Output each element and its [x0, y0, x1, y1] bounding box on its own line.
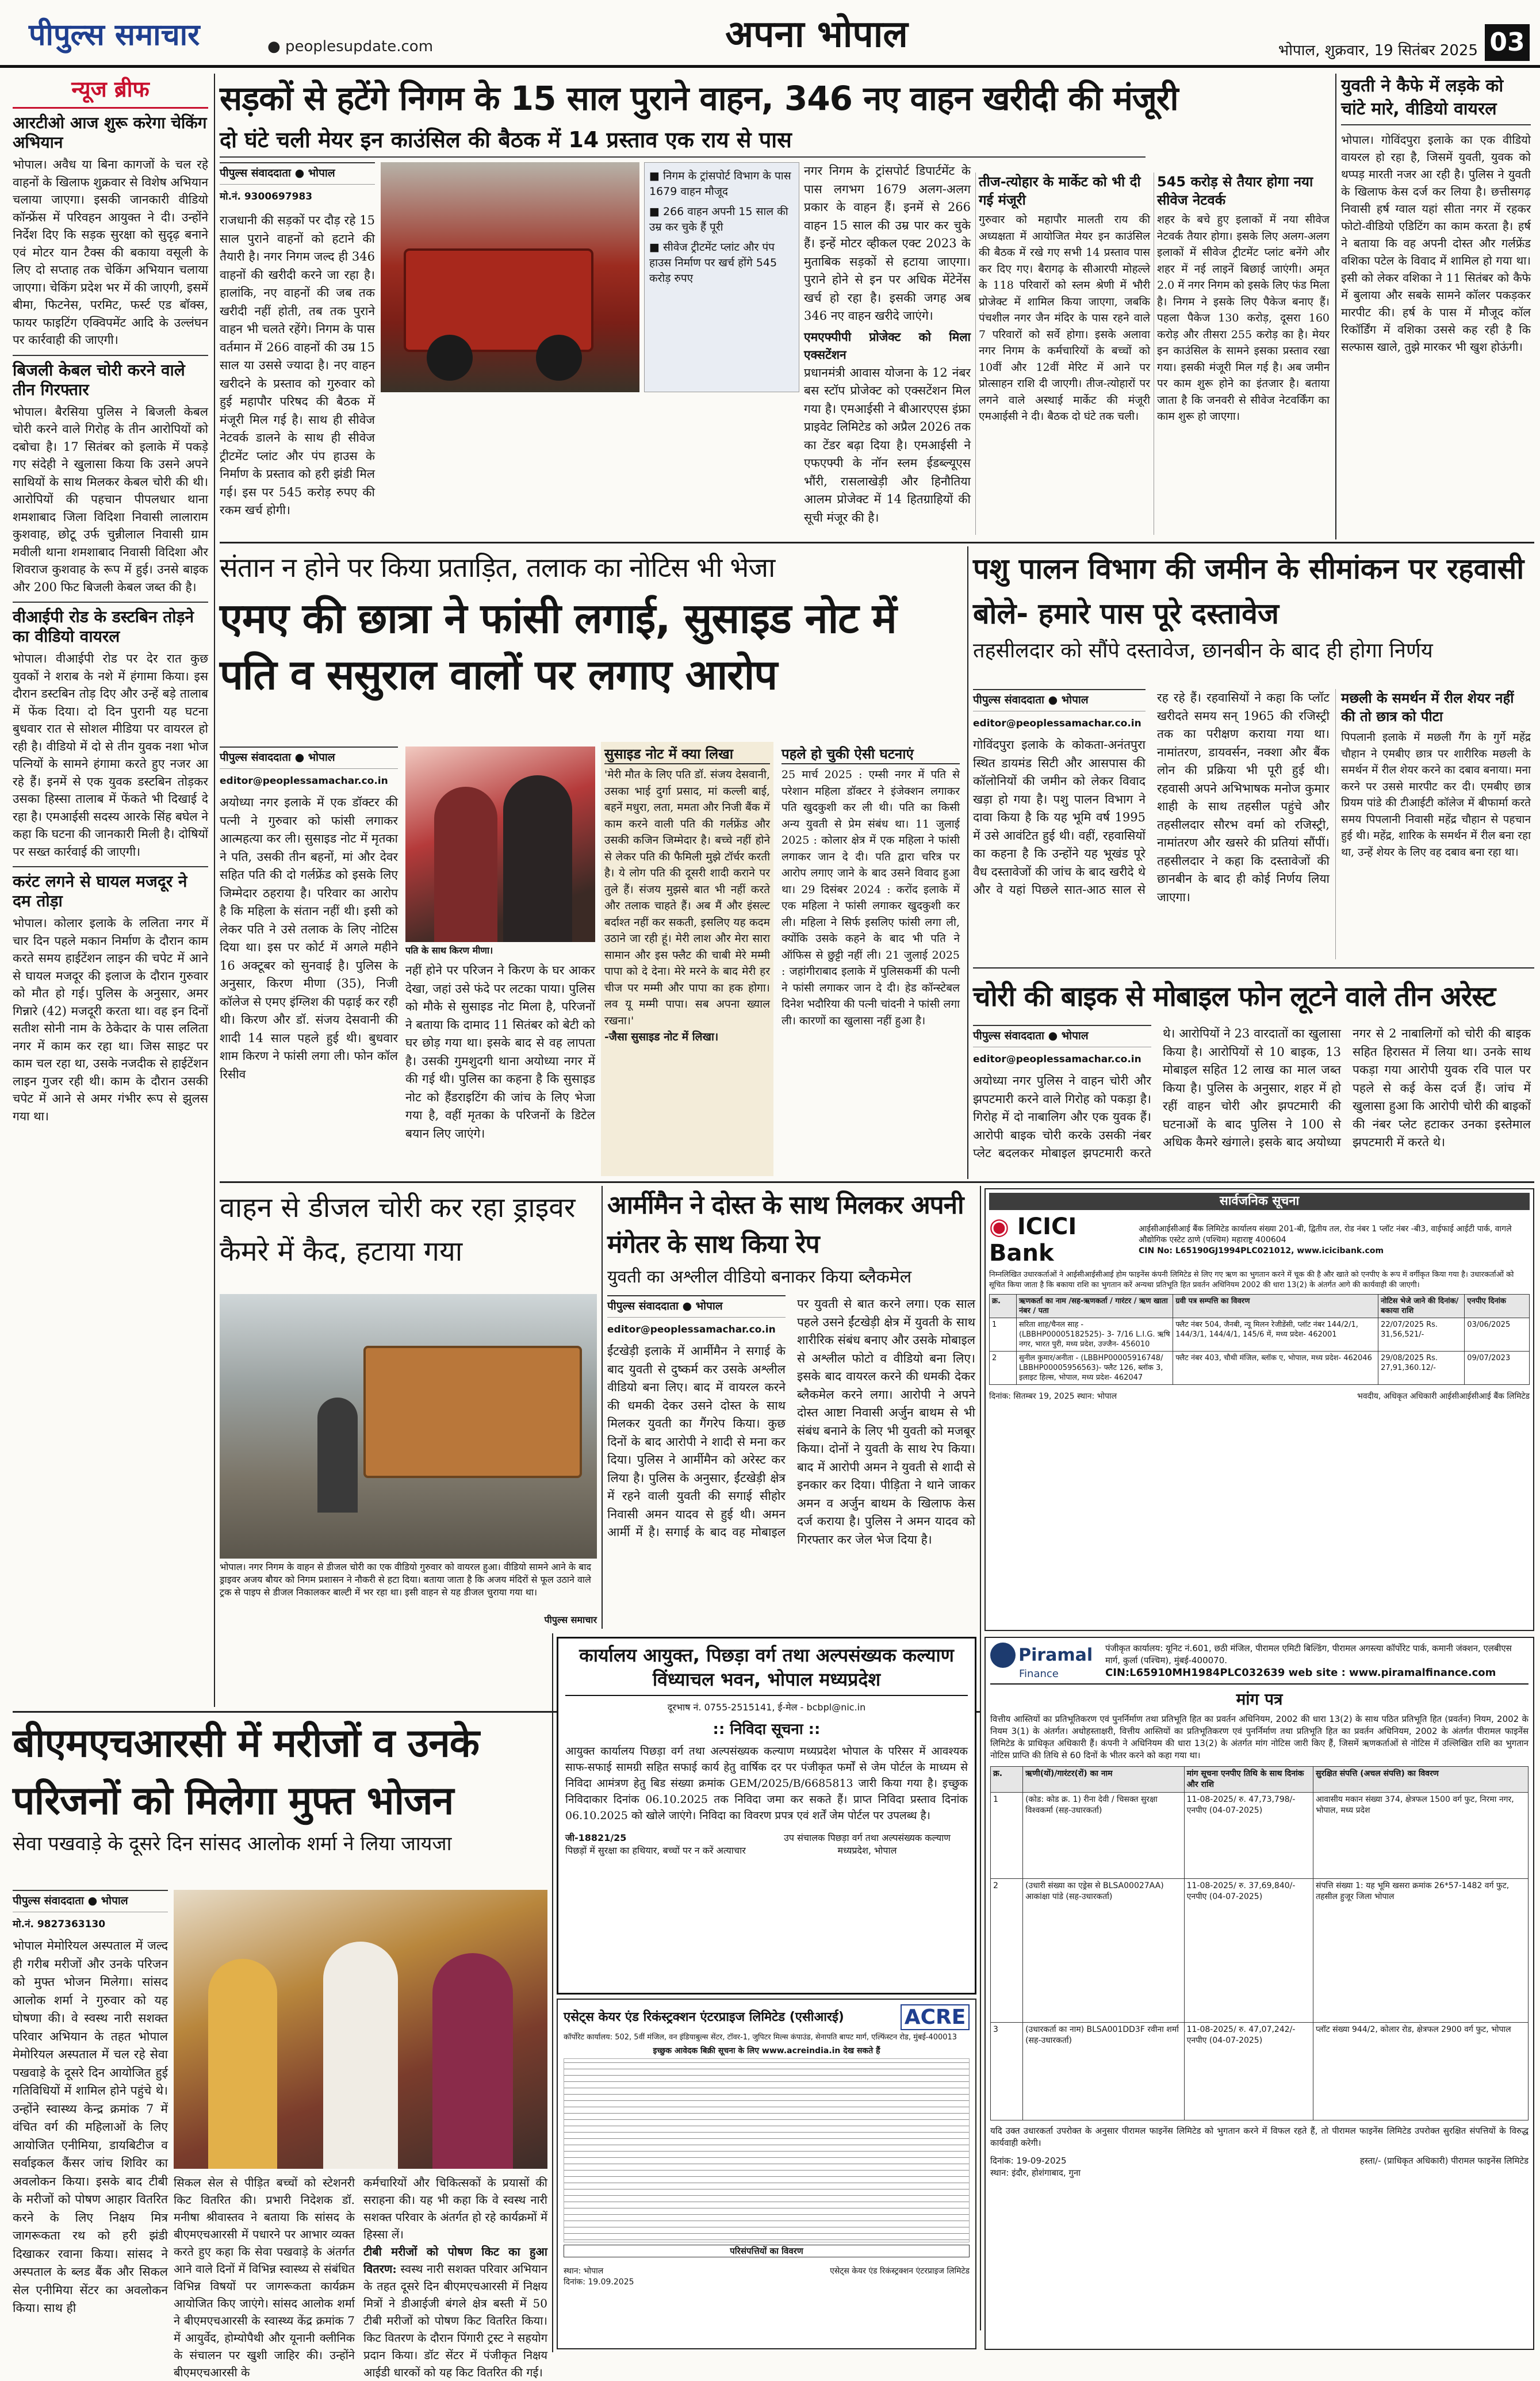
table-cell: 11-08-2025/ रु. 37,69,840/- एनपीए (04-07-2025) [1184, 1879, 1313, 2023]
reporter-email: editor@peoplessamachar.co.in [607, 1323, 776, 1335]
column-header: क्र. [990, 1295, 1017, 1318]
table-cell: आवासीय मकान संख्या 374, क्षेत्रफल 1500 वर्ग फुट, निरमा नगर, भोपाल, मध्य प्रदेश [1313, 1793, 1528, 1879]
table-cell: (उधारकर्ता का नाम) BLSA001DD3F रवीना शर्मा (सह-उधारकर्ता) [1023, 2023, 1185, 2120]
table-cell: 09/07/2023 [1465, 1352, 1530, 1385]
ad-title: कार्यालय आयुक्त, पिछड़ा वर्ग तथा अल्पसंख्यक कल्याण [579, 1644, 954, 1666]
table-cell: सुनील कुमार/अनीता - (LBBHP00005916748/ LBBHP00005956563)- फ्लैट 126, ब्लॉक 3, इलाइट हिल्स, भोपाल, मध्य प्रदेश- 462047 [1016, 1352, 1173, 1385]
table-cell: 1 [990, 1318, 1017, 1352]
table-cell: 11-08-2025/ रु. 47,07,242/- एनपीए (04-07-2025) [1184, 2023, 1313, 2120]
story-body: कर्मचारियों और चिकित्सकों के प्रयासों की सराहना की। यह भी कहा कि वे स्वस्थ नारी सशक्त परिवार के अंतर्गत हो रहे कार्यक्रमों में हिस्सा लें। टीबी मरीजों को पोषण किट का हुआ वितरण: स्वस्थ नारी सशक्त परिवार अभियान के तहत दूसरे दिन बीएमएचआरसी में निक्षय मित्रों ने डीआईजी बंगले क्षेत्र बस्ती में 50 टीबी मरीजों को पोषण किट वितरित किया। किट वितरण के दौरान पिंगारी ट्रस्ट ने सहयोग प्रदान किया। डॉट सेंटर में पंजीकृत निक्षय आईडी धारकों को यह किट वितरित की गई। [363, 2174, 547, 2348]
ad-address: कॉर्पोरेट कार्यालय: 502, 5वीं मंजिल, वन इंडियाबुल्स सेंटर, टॉवर-1, जुपिटर मिल्स कंपाउंड, सेनापति बापट मार्ग, एल्फिंस्टन रोड, मुंबई-400013 [564, 2033, 957, 2042]
table-row [990, 1318, 1530, 1352]
story-deck: युवती का अश्लील वीडियो बनाकर किया ब्लैकमेल [607, 1267, 912, 1287]
story-fish-gang [1341, 689, 1531, 965]
table-cell: 22/07/2025 Rs. 31,56,521/- [1378, 1318, 1465, 1352]
bmhrc-event-photo [174, 1890, 547, 2169]
story-subhead: टीबी मरीजों को पोषण किट का हुआ वितरण: स्वस्थ नारी सशक्त परिवार अभियान के तहत दूसरे दिन बीएमएचआरसी में निक्षय मित्रों ने डीआईजी बंगले क्षेत्र बस्ती में 50 टीबी मरीजों को पोषण किट वितरित किया। किट वितरण के दौरान पिंगारी ट्रस्ट ने सहयोग प्रदान किया। डॉट सेंटर में पंजीकृत निक्षय आईडी धारकों को यह किट वितरित की गई। [363, 2245, 547, 2379]
brief-text: भोपाल। वीआईपी रोड पर देर रात कुछ युवकों ने शराब के नशे में हंगामा किया। इस दौरान डस्टबिन तोड़ दिए और उन्हें बड़े तालाब में फेंक दिया। दो दिन पुरानी यह घटना बुधवार रात से सोशल मीडिया पर वायरल हो रही है। वीडियो में दो से तीन युवक नशा भोज पत्नियों के सामने हंगामा करते हुए नजर आ रहे हैं। इनमें से एक युवक डस्टबिन तोड़कर उसका हिस्सा तालाब में फेंकते भी दिखाई दे रहा है। एमआईसी सदस्य आरके सिंह बघेल ने कहा कि घटना की जानकारी मिली है। दोषियों पर सख्त कार्रवाई की जाएगी। [13, 652, 208, 859]
box-text: 25 मार्च 2025 : एम्सी नगर में पति से परेशान महिला डॉक्टर ने इंजेक्शन लगाकर पति खुदकुशी कर ली थी। पति का किसी अन्य युवती से प्रेम संबंध था। 11 जुलाई 2025 : कोलार क्षेत्र में एक महिला ने फांसी लगाकर जान दे दी। पति द्वारा चरित्र पर आरोप लगाए जाने के बाद उसने विवाद हुआ था। 29 दिसंबर 2024 : करोंद इलाके में एक महिला ने फांसी लगाकर खुदकुशी कर ली। महिला ने सिर्फ इसलिए फांसी लगा ली, क्योंकि उसके कहने के बाद भी पति ने ऑफिस से छुट्टी नहीं ली। 21 जुलाई 2025 : जहांगीराबाद इलाके में पुलिसकर्मी की पत्नी ने फांसी लगाकर जान दे दी। हेड कॉन्स्टेबल दिनेश भदौरिया की पत्नी चांदनी ने फांसी लगा ली। कारणों का खुलासा नहीं हुआ है। [782, 768, 960, 1027]
bank-icon: ◉ [989, 1214, 1009, 1240]
story-headline: वाहन से डीजल चोरी कर रहा ड्राइवर कैमरे में कैद, हटाया गया [220, 1192, 576, 1268]
column-header: मांग सूचना एनपीए तिथि के साथ दिनांक और राशि [1184, 1767, 1313, 1793]
ad-ref-block: जी-18821/25 पिछड़ों में सुरक्षा का हथियार, बच्चों पर न करें अत्याचार [565, 1832, 746, 1856]
table-cell: सरिता शाह/चैनल साह - (LBBHP00005182525)- 3- 7/16 L.I.G. ऋषि नगर, भारत पुरी, मध्य प्रदेश, उज्जैन- 456010 [1016, 1318, 1173, 1352]
ad-address: पंजीकृत कार्यालय: यूनिट नं.601, छठी मंजिल, पीरामल एमिटी बिल्डिंग, पीरामल अगस्त्या कॉर्पोरेट पार्क, कमानी जंक्शन, एलबीएस मार्ग, कुर्ला (पश्चिम), मुंबई-400070. CIN:L65910MH1984PLC032639 web site : www.piramalfinance.com [1105, 1643, 1512, 1679]
column-header: ऋणी(यों)/गारंटर(रों) का नाम [1023, 1767, 1185, 1793]
column-divider [602, 1186, 603, 1629]
ad-date-place: दिनांक: 19-09-2025 स्थान: इंदौर, होशंगाबाद, गुना [990, 2156, 1081, 2178]
tender-notice-ad [557, 1637, 976, 1995]
person-silhouette [323, 1942, 398, 2169]
ad-signatory: हस्ता/- (प्राधिकृत अधिकारी) पीरामल फाइनेंस लिमिटेड [1359, 2156, 1528, 2166]
website-link[interactable]: ● peoplesupdate.com [267, 38, 434, 55]
story-deck: सेवा पखवाड़े के दूसरे दिन सांसद आलोक शर्मा ने लिया जायजा [13, 1832, 452, 1855]
ad-header: सार्वजनिक सूचना [989, 1193, 1530, 1210]
brand-tagline [29, 7, 282, 15]
brief-item [13, 113, 208, 349]
ad-date-place: दिनांक: सितम्बर 19, 2025 स्थान: भोपाल [989, 1392, 1117, 1401]
ad-footer [989, 1391, 1530, 1402]
story-cafe [1341, 75, 1531, 541]
ad-contact: दूरभाष नं. 0755-2515141, ई-मेल - bcbpl@nic.in [667, 1702, 866, 1713]
globe-icon: ● [267, 38, 285, 55]
story-body: राजधानी की सड़कों पर दौड़ रहे 15 साल पुराने वाहनों को हटाने की तैयारी है। नगर निगम जल्द ही 346 वाहनों की खरीदी करने जा रहा है। हालांकि, नए वाहनों की जब तक खरीदी नहीं होती, तब तक पुराने वाहन भी चलते रहेंगे। निगम के पास वर्तमान में 266 वाहनों की उम्र 15 साल या उससे ज्यादा है। नए वाहन खरीदने के प्रस्ताव को गुरुवार को हुई महापौर परिषद की बैठक में मंजूरी मिल गई है। साथ ही सीवेज नेटवर्क डालने के साथ ही सीवेज ट्रीटमेंट प्लांट और पंप हाउस के निर्माण के प्रस्ताव को हरी झंडी मिल गई। इस पर 545 करोड़ रुपए की रकम खर्च होगी। [220, 213, 375, 517]
news-brief-label: न्यूज ब्रीफ [13, 74, 208, 109]
location-icon: ● [1048, 1029, 1058, 1042]
column-header: ऋणकर्ता का नाम /सह-ऋणकर्ता / गारंटर / ऋण खाता नंबर / पता [1016, 1295, 1173, 1318]
ad-signatory: भवदीय, अधिकृत अधिकारी आईसीआईसीआई बैंक लिमिटेड [1357, 1392, 1530, 1401]
brief-divider [13, 602, 208, 603]
reporter-mobile: मो.नं. 9827363130 [13, 1918, 106, 1930]
box-signoff: -जैसा सुसाइड नोट में लिखा। [604, 1031, 719, 1043]
byline: पीपुल्स संवाददाता ● भोपाल [13, 1890, 168, 1912]
reporter-email: editor@peoplessamachar.co.in [973, 1053, 1141, 1065]
news-brief-column [13, 74, 208, 1707]
story-body: नगर निगम के ट्रांसपोर्ट डिपार्टमेंट के पास लगभग 1679 अलग-अलग प्रकार के वाहन हैं। इनमें से 266 वाहन 15 साल की उम्र पार कर चुके हैं। इन्हें मोटर व्हीकल एक्ट 2023 के मुताबिक सड़कों से हटाया जाएगा। पुराने होने से इन पर अधिक मेंटेनेंस खर्च हो रहा है। इसकी जगह अब 346 नए वाहन खरीदे जाएंगे। एमएफ्पीपी प्रोजेक्ट को मिला एक्सटेंशन प्रधानमंत्री आवास योजना के 12 नंबर बस स्टॉप प्रोजेक्ट को एक्सटेंशन मिल गया है। एमआईसी ने बीआरएएस इंफ्रा प्राइवेट लिमिटेड को अप्रैल 2026 तक का टेंडर बढ़ा दिया है। एमआईसी ने एफएफ्पी के नॉन स्लम ईडब्ल्यूएस भौंरी, रासलाखेड़ी और हिनौतिया आलम प्रोजेक्ट में 14 हितग्राहियों की सूची मंजूर की है। [804, 164, 971, 525]
brief-text: भोपाल। बैरसिया पुलिस ने बिजली केबल चोरी करने वाले गिरोह के तीन आरोपियों को दबोचा है। 17 सितंबर को इलाके में पकड़े गए संदेही ने खुलासा किया कि उसने अपने साथियों के साथ मिलकर केबल चोरी की थी। आरोपियों की पहचान पीपलधार थाना शमशाबाद जिला विदिशा निवासी लालाराम कुशवाह, छोटू उर्फ चुन्नीलाल निवासी ग्राम मवीली थाना शमशाबाद निवासी विदिशा और शिवराज कुशवाह के रूप में हुई। उनसे बाइक और 200 फिट बिजली केबल जब्त की है। [13, 404, 208, 594]
story-body: पीपुल्स संवाददाता ● भोपाल editor@peoplessamachar.co.in ईंटखेड़ी इलाके में आर्मीमैन ने सगाई के बाद युवती से दुष्कर्म कर उसके अश्लील वीडियो बना लिए। बाद में वायरल करने की धमकी देकर उसने दोस्त के साथ मिलकर युवती का गैंगरेप किया। कुछ दिनों के बाद आरोपी ने शादी से मना कर दिया। पुलिस ने आर्मीमैन को अरेस्ट कर लिया है। पुलिस के अनुसार, ईंटखेड़ी क्षेत्र में रहने वाली युवती की सगाई सीहोर निवासी अमन यादव से हुई थी। अमन आर्मी में है। सगाई के बाद वह मोबाइल पर युवती से बात करने लगा। एक साल पहले उसने ईंटखेड़ी क्षेत्र में युवती के साथ शारीरिक संबंध बनाए और उसके मोबाइल से अश्लील फोटो व वीडियो बना लिए। इसके बाद वायरल करने की धमकी देकर ब्लैकमेल करने लगा। आरोपी ने अपने दोस्त आष्टा निवासी अर्जुन बाथम से भी संबंध बनाने के लिए भी युवती को मजबूर किया। दोनों ने युवती के साथ रेप किया। बाद में आरोपी अमन ने युवती से शादी से इनकार कर दिया। पीड़िता ने थाने जाकर अमन व अर्जुन बाथम के खिलाफ केस दर्ज कराया है। पुलिस ने अमन यादव को गिरफ्तार कर जेल भेज दिया है। [607, 1295, 975, 1629]
page-number: 03 [1485, 24, 1530, 61]
column-divider [552, 1633, 553, 2352]
earlier-incidents-box [779, 742, 962, 1176]
story-deck: दो घंटे चली मेयर इन काउंसिल की बैठक में 14 प्रस्ताव एक राय से पास [220, 123, 1146, 158]
story-body: गुरुवार को महापौर मालती राय की अध्यक्षता में आयोजित मेयर इन काउंसिल की बैठक में रखे गए सभी 14 प्रस्ताव पास कर दिए गए। बैरागढ़ के सीआरपी मोहल्ले के 118 परिवारों को स्लम श्रेणी में भौरी प्रोजेक्ट में शामिल किया जाएगा, जबकि पंचशील नगर जैन मंदिर के पास रहने वाले 7 परिवारों को सर्वे होगा। इसके अलावा नगर निगम के कर्मचारियों के बच्चों को 10वीं और 12वीं मेरिट में आने पर प्रोत्साहन राशि दी जाएगी। तीज-त्योहारों पर लगने वाले अस्थाई मार्केट की मंजूरी एमआईसी ने दी। बैठक दो घंटे तक चली। [979, 213, 1150, 423]
ad-signatory: एसेट्स केयर एंड रिकंस्ट्रक्शन एंटरप्राइज लिमिटेड [830, 2267, 970, 2276]
icici-public-notice-ad [984, 1188, 1534, 1631]
table-row [991, 2023, 1528, 2120]
table-header-row [990, 1295, 1530, 1318]
table-row [990, 1352, 1530, 1385]
box-title: पहले हो चुकी ऐसी घटनाएं [782, 744, 960, 764]
person-silhouette [208, 1959, 277, 2169]
brief-divider [13, 866, 208, 867]
person-silhouette [434, 787, 497, 942]
column-divider [980, 1186, 981, 2330]
location-icon: ● [294, 167, 305, 179]
story-bmhrc [13, 1715, 547, 1905]
table-header-row [991, 1767, 1528, 1793]
truck-wheel-shape [536, 335, 582, 381]
byline: पीपुल्स संवाददाता ● भोपाल [973, 1025, 1151, 1047]
story-diesel-theft [220, 1186, 597, 1289]
fact-item: ■ 266 वाहन अपनी 15 साल की उम्र कर चुके हैं पूरी [649, 205, 788, 233]
story-headline: बीएमएचआरसी में मरीजों व उनके परिजनों को मिलेगा मुफ्त भोजन [13, 1721, 479, 1824]
ad-footer-text: यदि उक्त उधारकर्ता उपरोक्त के अनुसार पीरामल फाइनेंस लिमिटेड को भुगतान करने में विफल रहते हैं, तो पीरामल फाइनेंस लिमिटेड उपरोक्त सुरक्षित संपत्तियों के विरुद्ध कार्यवाही करेगी। [990, 2126, 1528, 2148]
location-icon: ● [294, 751, 305, 764]
brand-logo [29, 7, 282, 62]
acre-logo: ACRE [901, 2004, 970, 2030]
story-title: मछली के समर्थन में रील शेयर नहीं की तो छात्र को पीटा [1341, 690, 1514, 725]
story-sewage-network [1157, 173, 1330, 541]
photo-caption: भोपाल। नगर निगम के वाहन से डीजल चोरी का एक वीडियो गुरुवार को वायरल हुआ। वीडियो सामने आने के बाद ड्राइवर अजय बौयर को निगम प्रशासन ने नौकरी से हटा दिया। बताया जाता है कि अजय मंदिरों से फूल उठाने वाले ट्रक से पाइप से डीजल निकालकर बाल्टी में भर रहा था। इसी वाहन से यह डीजल चुराया गया था। [220, 1561, 591, 1598]
person-silhouette [503, 775, 572, 942]
photo-caption: पति के साथ किरण मीणा। [405, 945, 493, 956]
fact-item: ■ निगम के ट्रांसपोर्ट विभाग के पास 1679 वाहन मौजूद [649, 170, 791, 198]
column-divider [967, 546, 968, 1179]
ad-header-row [990, 1643, 1528, 1685]
property-label: परिसंपत्तियों का विवरण [564, 2245, 970, 2257]
brief-text: भोपाल। कोलार इलाके के ललिता नगर में चार दिन पहले मकान निर्माण के दौरान काम करते समय हाईटेंशन लाइन की चपेट में आने से घायल मजदूर की इलाज के दौरान गुरुवार को मौत हो गई। पुलिस के अनुसार, अमर गिन्नारे (42) मजदूरी करता था। वह इन दिनों सतीश सोनी नाम के ठेकेदार के पास ललिता नगर में काम कर रहा था। जिस साइट पर काम चल रहा था, उसके नजदीक से हाईटेंशन लाइन गुजर रही थी। काम के दौरान उसकी चपेट में आने से अमर गंभीर रूप से झुलस गया था। [13, 916, 208, 1123]
box-title: सुसाइड नोट में क्या लिखा [604, 744, 770, 764]
suicide-note-box [601, 742, 773, 1176]
location-icon: ● [682, 1300, 692, 1312]
fact-box [644, 162, 799, 392]
table-cell: 11-08-2025/ रु. 47,73,798/- एनपीए (04-07-2025) [1184, 1793, 1313, 1879]
piramal-logo: Piramal Finance [990, 1643, 1105, 1680]
table-cell: फ्लैट नंबर 504, जैनबी, न्यू मिलन रेजीडेंसी, प्लॉट नंबर 144/2/1, 144/3/1, 144/4/1, 145/6 में, मध्य प्रदेश- 462001 [1173, 1318, 1378, 1352]
section-title: अपना भोपाल [725, 13, 908, 56]
brief-text: भोपाल। अवैध या बिना कागजों के चल रहे वाहनों के खिलाफ शुक्रवार से विशेष अभियान चलाया जाएगा। इसकी जानकारी वीडियो कॉन्फ्रेंस में परिवहन आयुक्त ने दी। उन्होंने निर्देश दिए कि सड़क सुरक्षा को सुदृढ़ बनाने एवं मोटर यान टैक्स की बकाया वसूली के लिए दो सप्ताह तक चेकिंग अभियान चलाया जाएगा। चेकिंग प्रदेश भर में की जाएगी, इसमें बीमा, फिटनेस, परमिट, फर्स्ट एड बॉक्स, फायर फाइटिंग एक्विपमेंट आदि के उल्लंघन पर कार्रवाही की जाएगी। [13, 158, 208, 347]
table-cell: 2 [990, 1352, 1017, 1385]
fine-print-block [564, 2058, 970, 2242]
ad-subtitle: विंध्याचल भवन, भोपाल मध्यप्रदेश [565, 1667, 968, 1696]
table-cell: 1 [991, 1793, 1023, 1879]
section-divider [973, 967, 1534, 969]
notice-table [989, 1294, 1530, 1385]
reporter-mobile: मो.नं. 9300697983 [220, 190, 313, 202]
column-divider [214, 74, 215, 1707]
fire-truck-photo [381, 162, 639, 392]
table-cell: संपत्ति संख्या 1: यह भूमि खसरा क्रमांक 26*57-1482 वर्ग फुट, तहसील हुजूर जिला भोपाल [1313, 1879, 1528, 2023]
ad-header-row [564, 2004, 970, 2030]
notice-text: आयुक्त कार्यालय पिछड़ा वर्ग तथा अल्पसंख्यक कल्याण मध्यप्रदेश भोपाल के परिसर में आवश्यक साफ-सफाई सामग्री सहित सफाई कार्य हेतु वार्षिक दर पर पंजीकृत फर्मों से जेम पोर्टल के माध्यम से निविदा आमंत्रण हेतु बिड संख्या क्रमांक GEM/2025/B/6685813 जारी किया गया है। इच्छुक निविदाकार दिनांक 06.10.2025 तक निविदा जमा कर सकते हैं। प्राप्त निविदा प्रस्ताव दिनांक 06.10.2025 को खोले जाएंगे। निविदा का विवरण प्रपत्र एवं शर्तें जेम पोर्टल पर उपलब्ध है। [565, 1745, 968, 1822]
story-kicker: संतान न होने पर किया प्रताड़ित, तलाक का नोटिस भी भेजा [220, 552, 775, 584]
story-headline: सड़कों से हटेंगे निगम के 15 साल पुराने वाहन, 346 नए वाहन खरीदी की मंजूरी [220, 79, 1178, 118]
table-cell: 03/06/2025 [1465, 1318, 1530, 1352]
ad-address: आईसीआईसीआई बैंक लिमिटेड कार्यालय संख्या 201-बी, द्वितीय तल, रोड नंबर 1 प्लॉट नंबर -बी3, वाईफाई आईटी पार्क, वागले औद्योगिक एस्टेट ठाणे (पश्चिम) महाराष्ट्र 400604 CIN No: L65190GJ1994PLC021012, www.icicibank.com [1139, 1224, 1512, 1255]
ad-note: इच्छुक आवेदक बिक्री सूचना के लिए www.acreindia.in देख सकते हैं [653, 2046, 880, 2055]
fact-item: ■ सीवेज ट्रीटमेंट प्लांट और पंप हाउस निर्माण पर खर्च होंगे 545 करोड़ रुपए [649, 241, 777, 285]
story-body: पिपलानी इलाके में मछली गैंग के गुर्गे महेंद्र चौहान ने एमबीए छात्र पर शारीरिक मछली के समर्थन में रील शेयर करने का दबाव बनाया। मना करने पर उससे मारपीट कर दी। एमबीए छात्र प्रियम पांडे की टीआईटी कॉलेज में बीफार्मा करते समय पिपलानी निवासी महेंद्र चौहान से पहचान हुई थी। महेंद्र, शारिक के समर्थन में रील बना रहा था, उन्हें शेयर के लिए वह दबाव बना रहा था। [1341, 731, 1531, 859]
byline: पीपुल्स संवाददाता ● भोपाल [973, 689, 1146, 711]
story-army-man [607, 1186, 975, 1289]
notice-title: :: निविदा सूचना :: [712, 1721, 821, 1738]
ad-footer [990, 2155, 1528, 2179]
story-headline: पशु पालन विभाग की जमीन के सीमांकन पर रहवासी बोले- हमारे पास पूरे दस्तावेज [973, 552, 1524, 630]
ad-signatory: उप संचालक पिछड़ा वर्ग तथा अल्पसंख्यक कल्याण मध्यप्रदेश, भोपाल [784, 1832, 951, 1856]
brief-title: करंट लगने से घायल मजदूर ने दम तोड़ा [13, 872, 187, 910]
box-text: 'मेरी मौत के लिए पति डॉ. संजय देसवानी, उसका भाई दुर्गा प्रसाद, मां कल्ली बाई, बहनें मधुरा, लता, ममता और निजी बैंक में काम करने वाली पति की गर्लफ्रेंड और उसकी कजिन जिम्मेदार है। बच्चे नहीं होने से लेकर पति की फैमिली मुझे टॉर्चर करती है। ये लोग पति की दूसरी शादी कराने पर तुले हैं। संजय मुझसे बात भी नहीं करते और तलाक चाहते हैं। अब मैं और इंसल्ट बर्दाश्त नहीं कर सकती, इसलिए यह कदम उठाने जा रही हूं। मेरी लाश और मेरा सारा सामान और इस फ्लैट की चाबी मेरे मम्मी पापा को दे देना। मेरे मरने के बाद मेरी हर चीज पर मम्मी और पापा का हक होगा। लव यू मम्मी पापा। सब अपना ख्याल रखना।' [604, 768, 770, 1027]
section-divider [220, 1181, 1534, 1183]
column-header: क्र. [991, 1767, 1023, 1793]
icici-logo [989, 1214, 1530, 1266]
byline: पीपुल्स संवाददाता ● भोपाल [220, 747, 398, 769]
photo-credit: पीपुल्स समाचार [544, 1614, 597, 1625]
person-silhouette [317, 1398, 358, 1513]
piramal-icon [990, 1643, 1016, 1668]
table-cell: (उधारी संख्या का एड्रेस से BLSA00027AA) आकांक्षा पांडे (सह-उधारकर्ता) [1023, 1879, 1185, 2023]
table-cell: फ्लैट नंबर 403, चौथी मंजिल, ब्लॉक ए, भोपाल, मध्य प्रदेश- 462046 [1173, 1352, 1378, 1385]
ad-date-place: स्थान: भोपाल दिनांक: 19.09.2025 [564, 2267, 634, 2287]
column-header: नोटिस भेजे जाने की दिनांक/बकाया राशि [1378, 1295, 1465, 1318]
ad-title: मांग पत्र [1236, 1690, 1283, 1709]
story-body: शहर के बचे हुए इलाकों में नया सीवेज नेटवर्क तैयार होगा। इसके लिए अलग-अलग इलाकों में सीवेज ट्रीटमेंट प्लांट बनेंगे और शहर में नई लाइनें बिछाई जाएंगी। अमृत 2.0 में नगर निगम को इसके लिए फंड मिला है। निगम ने इसके लिए पैकेज बनाए हैं। पहला पैकेज 130 करोड़, दूसरा 160 करोड़ और तीसरा 255 करोड़ का है। मेयर इन काउंसिल के सामने इसका प्रस्ताव रखा गया। इसकी मंजूरी मिल गई है। अब जमीन पर काम शुरू होने का इंतजार है। बताया जाता है कि जनवरी से सीवेज नेटवर्किंग का काम शुरू हो जाएगा। [1157, 213, 1330, 423]
ad-title: एसेट्स केयर एंड रिकंस्ट्रक्शन एंटरप्राइज लिमिटेड (एसीआरई) [564, 2009, 844, 2024]
column-header: सुरक्षित संपत्ति (अचल संपत्ति) का विवरण [1313, 1767, 1528, 1793]
acre-sale-notice-ad [557, 1999, 976, 2349]
column-divider [975, 173, 976, 535]
story-title: युवती ने कैफे में लड़के को चांटे मारे, वीडियो वायरल [1341, 75, 1531, 125]
dateline: भोपाल, शुक्रवार, 19 सितंबर 2025 [1278, 42, 1478, 59]
truck-wheel-shape [427, 335, 473, 381]
brief-divider [13, 355, 208, 356]
brief-title: आरटीओ आज शुरू करेगा चेकिंग अभियान [13, 113, 207, 152]
reporter-email: editor@peoplessamachar.co.in [973, 717, 1141, 729]
tanker-truck-shape [363, 1346, 582, 1478]
story-headline: चोरी की बाइक से मोबाइल फोन लूटने वाले तीन अरेस्ट [973, 981, 1496, 1013]
brief-item [13, 872, 208, 1125]
brief-title: बिजली केबल चोरी करने वाले तीन गिरफ्तार [13, 360, 185, 399]
brief-item [13, 361, 208, 596]
table-cell: 2 [991, 1879, 1023, 2023]
table-row [991, 1879, 1528, 2023]
demand-table [990, 1766, 1528, 2120]
table-cell: 3 [991, 2023, 1023, 2120]
ad-footer [565, 1832, 968, 1857]
story-body: पीपुल्स संवाददाता ● भोपाल editor@peoplessamachar.co.in अयोध्या नगर इलाके में एक डॉक्टर की पत्नी ने गुरुवार को फांसी लगाकर आत्महत्या कर ली। सुसाइड नोट में मृतका ने पति, उसकी तीन बहनों, मां और देवर सहित पति की दो गर्लफ्रेंड को इसके लिए जिम्मेदार ठहराया है। परिवार का आरोप है कि महिला के संतान नहीं थी। इसी को लेकर पति ने उसे तलाक के लिए नोटिस दिया था। इस पर कोर्ट में अगले महीने 16 अक्टूबर को सुनवाई है। पुलिस के अनुसार, किरण मीणा (35), निजी कॉलेज से एमए इंग्लिश की पढ़ाई कर रही थी। किरण और डॉ. संजय देसवानी की शादी 14 साल पहले हुई थी। बुधवार शाम किरण ने फांसी लगा ली। फोन कॉल रिसीव [220, 747, 398, 1175]
section-divider [220, 542, 1534, 543]
story-headline: एमए की छात्रा ने फांसी लगाई, सुसाइड नोट में पति व ससुराल वालों पर लगाए आरोप [220, 594, 897, 699]
byline: पीपुल्स संवाददाता ● भोपाल [607, 1295, 786, 1318]
story-body: भोपाल। गोविंदपुरा इलाके का एक वीडियो वायरल हो रहा है, जिसमें युवती, युवक को थप्पड़ मारती नजर आ रही है। पुलिस ने युवती के खिलाफ केस दर्ज कर लिया है। छत्तीसगढ़ निवासी हर्ष ग्वाल यहां सीता नगर में रहकर फोटो-वीडियो एडिटिंग का काम करता है। हर्ष ने बताया कि वह अपनी दोस्त और गर्लफ्रेंड वशिका पटेल के विवाद में शामिल हो गया था। इसी को लेकर वशिका ने 11 सितंबर को कैफे में बुलाया और सबके सामने कॉलर पकड़कर मारपीट की। हर्ष के पास में मौजूद कॉल रिकॉर्डिंग में वशिका उससे कह रही है कि सल्फास खाले, तुझे मारकर भी खुश होऊंगी। [1341, 133, 1531, 354]
table-cell: 29/08/2025 Rs. 27,91,360.12/- [1378, 1352, 1465, 1385]
story-subhead: एमएफ्पीपी प्रोजेक्ट को मिला एक्सटेंशन [804, 329, 971, 362]
couple-photo [405, 747, 595, 942]
story-body: सिकल सेल से पीड़ित बच्चों को स्टेशनरी किट वितरित की। प्रभारी निदेशक डॉ. मनीषा श्रीवास्तव ने बताया कि सांसद के बीएमएचआरसी में पधारने पर आभार व्यक्त करते हुए कहा कि सेवा पखवाड़े के अंतर्गत आने वाले दिनों में विभिन्न स्वास्थ्य से संबंधित विभिन्न विषयों पर जागरूकता कार्यक्रम आयोजित किए जाएंगे। सांसद आलोक शर्मा ने बीएमएचआरसी के स्वास्थ्य केंद्र क्रमांक 7 में आयुर्वेद, होम्योपैथी और यूनानी क्लीनिक के संचालन पर खुशी जाहिर की। उन्होंने बीएमएचआरसी के [174, 2176, 355, 2379]
story-body: नहीं होने पर परिजन ने किरण के घर आकर देखा, जहां उसे फंदे पर लटका पाया। पुलिस को मौके से सुसाइड नोट मिला है, परिजनों ने बताया कि दामाद 11 सितंबर को बेटी को घर छोड़ गया था। इसके बाद से वह लापता है। उसकी गुमशुदगी थाना अयोध्या नगर में की गई थी। पुलिस का कहना है कि सुसाइड नोट को हैंडराइटिंग की जांच के लिए भेजा गया है, वहीं मृतका के परिजनों के डिटेल बयान लिए जाएंगे। [405, 963, 595, 1140]
story-body: पीपुल्स संवाददाता ● भोपाल मो.नं. 9827363130 भोपाल मेमोरियल अस्पताल में जल्द ही गरीब मरीजों और उनके परिजन को मुफ्त भोजन मिलेगा। सांसद आलोक शर्मा ने गुरुवार को यह घोषणा की। वे स्वस्थ नारी सशक्त परिवार अभियान के तहत भोपाल मेमोरियल अस्पताल में चल रहे सेवा पखवाड़े के दूसरे दिन आयोजित हुई गतिविधियों में शामिल होने पहुंचे थे। उन्होंने स्वास्थ्य केन्द्र क्रमांक 7 में वंचित वर्ग की महिलाओं के लिए आयोजित एनीमिया, डायबिटीज व सर्वाइकल कैंसर जांच शिविर का अवलोकन किया। इसके बाद टीबी के मरीजों को पोषण आहार वितरित करने के लिए निक्षय मित्र जागरूकता रथ को हरी झंडी दिखाकर रवाना किया। सांसद ने अस्पताल के ब्लड बैंक और सिकल सेल एनीमिया सेंटर का अवलोकन किया। साथ ही [13, 1890, 168, 2347]
story-body: पीपुल्स संवाददाता ● भोपाल editor@peoplessamachar.co.in अयोध्या नगर पुलिस ने वाहन चोरी और झपटमारी करने वाले गिरोह को पकड़ा है। गिरोह में दो नाबालिग और एक युवक हैं। आरोपी बाइक चोरी करके उसकी नंबर प्लेट बदलकर मोबाइल झपटमारी करते थे। आरोपियों ने 23 वारदातों का खुलासा किया है। आरोपियों से 10 बाइक, 13 मोबाइल सहित 12 लाख का माल जब्त किया है। पुलिस के अनुसार, शहर में हो रहीं वाहन चोरी और झपटमारी की घटनाओं के बाद पुलिस ने 100 से अधिक कैमरे खंगाले। इसके बाद अयोध्या नगर से 2 नाबालिगों को चोरी की बाइक सहित हिरासत में लिया था। उनके साथ पकड़ा गया आरोपी युवक रवि पाल पर पहले से कई केस दर्ज हैं। जांच में खुलासा हुआ कि आरोपी चोरी की बाइकों की नंबर प्लेट हटाकर उनका इस्तेमाल झपटमारी में करते थे। [973, 1025, 1531, 1177]
masthead [0, 0, 1540, 68]
reporter-email: editor@peoplessamachar.co.in [220, 775, 388, 787]
story-deck: तहसीलदार को सौंपे दस्तावेज, छानबीन के बाद ही होगा निर्णय [973, 639, 1433, 663]
person-silhouette [432, 1953, 513, 2169]
story-title: 545 करोड़ से तैयार होगा नया सीवेज नेटवर्क [1157, 174, 1313, 208]
byline: पीपुल्स संवाददाता ● भोपाल [220, 162, 375, 185]
column-divider [1335, 74, 1336, 539]
brief-item [13, 607, 208, 860]
diesel-theft-photo [220, 1294, 597, 1559]
story-title: तीज-त्योहार के मार्केट को भी दी गई मंजूरी [979, 174, 1141, 208]
column-divider [1335, 689, 1336, 959]
piramal-demand-notice-ad [984, 1637, 1534, 2350]
ad-intro: निम्नलिखित उधारकर्ताओं ने आईसीआईसीआई होम फाइनेंस कंपनी लिमिटेड से लिए गए ऋण का भुगतान करने में चूक की है और खाते को एनपीए के रूप में वर्गीकृत किया गया है। उधारकर्ताओं को सूचित किया जाता है कि बकाया राशि का भुगतान करें अन्यथा प्रतिभूति हित प्रवर्तन अधिनियम 2002 की धारा 13(2) के अंतर्गत आगे की कार्यवाही की जाएगी। [989, 1270, 1514, 1289]
story-headline: आर्मीमैन ने दोस्त के साथ मिलकर अपनी मंगेतर के साथ किया रेप [607, 1190, 964, 1259]
table-cell: प्लॉट संख्या 944/2, कोलार रोड, क्षेत्रफल 2900 वर्ग फुट, भोपाल [1313, 2023, 1528, 2120]
table-cell: (कोड: कोड क्र. 1) रीना देवी / चिसक्त सुरक्षा विश्वकर्मा (सह-उधारकर्ता) [1023, 1793, 1185, 1879]
location-icon: ● [1048, 694, 1058, 706]
story-body: पीपुल्स संवाददाता ● भोपाल editor@peoplessamachar.co.in गोविंदपुरा इलाके के कोकता-अनंतपुरा स्थित डायमंड सिटी और आसपास की कॉलोनियों की जमीन को लेकर विवाद खड़ा हो गया है। पशु पालन विभाग ने दावा किया है कि यह भूमि वर्ष 1995 में उसे आवंटित हुई थी। वहीं, रहवासियों का कहना है कि उन्होंने यह भूखंड पूरे वैध दस्तावेजों की जांच के बाद खरीदे थे और वे यहां पिछले सात-आठ साल से रह रहे हैं। रहवासियों ने कहा कि प्लॉट खरीदते समय सन् 1965 की रजिस्ट्री तक का परीक्षण कराया गया था। नामांतरण, डायवर्सन, नक्शा और बैंक लोन की प्रक्रिया भी पूरी हुई थी। रहवासी अपने अभिभाषक मनोज कुमार शाही के साथ तहसील पहुंचे और तहसीलदार सौरभ वर्मा को रजिस्ट्री, नामांतरण और खसरे की प्रतियां सौंपीं। तहसीलदार ने कहा कि दस्तावेजों की छानबीन के बाद ही कोई निर्णय लिया जाएगा। [973, 689, 1330, 965]
ad-footer [564, 2265, 970, 2287]
icici-brand: ◉ ICICI Bank [989, 1214, 1077, 1266]
story-festive-market [979, 173, 1150, 541]
column-header: एनपीए दिनांक [1465, 1295, 1530, 1318]
brief-title: वीआईपी रोड के डस्टबिन तोड़ने का वीडियो वायरल [13, 607, 194, 646]
table-row [991, 1793, 1528, 1879]
ad-intro: वित्तीय आस्तियों का प्रतिभूतिकरण एवं पुनर्निर्माण तथा प्रतिभूति हित का प्रवर्तन अधिनियम, 2002 की धारा 13(2) के साथ पठित प्रतिभूति हित (प्रवर्तन) नियम, 2002 के नियम 3(1) के अंतर्गत। अधोहस्ताक्षरी, वित्तीय आस्तियों का प्रतिभूतिकरण एवं पुनर्निर्माण तथा प्रतिभूति हित का प्रवर्तन अधिनियम, 2002 के अंतर्गत पीरामल फाइनेंस लिमिटेड के प्राधिकृत अधिकारी हैं। कंपनी ने अधिनियम की धारा 13(2) के अंतर्गत मांग नोटिस जारी किए हैं, जिसमें ऋणकर्ताओं से नोटिस में उल्लिखित राशि का भुगतान नोटिस प्राप्ति की तिथि से 60 दिनों के भीतर करने को कहा गया था। [990, 1714, 1528, 1760]
column-header: ग्रवी पत्र सम्पत्ति का विवरण [1173, 1295, 1378, 1318]
location-icon: ● [87, 1894, 98, 1907]
brand-name: पीपुल्स समाचार [29, 18, 200, 52]
